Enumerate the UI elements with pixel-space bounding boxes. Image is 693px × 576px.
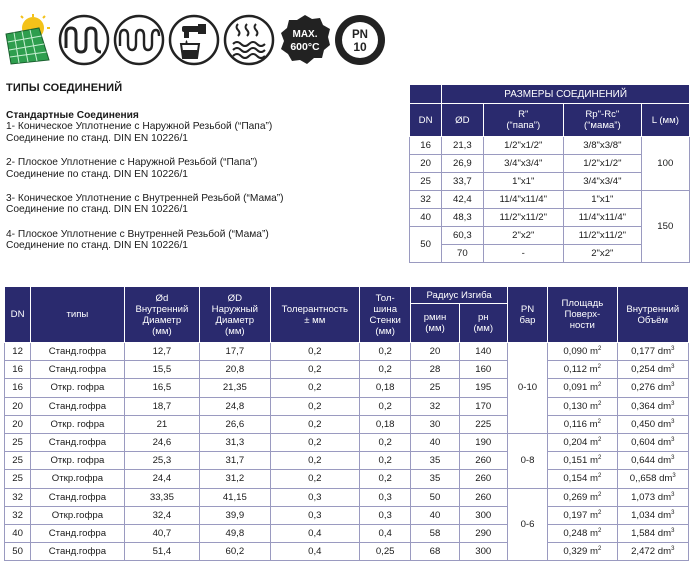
connection-type: 3- Коническое Уплотнение с Внутренней Резьбой (“Мама”) (6, 193, 284, 205)
col-r: R" (“папа”) (483, 104, 564, 137)
table-row: 32 Откр.гофра 32,4 39,9 0,3 0,3 40 300 0,197 $m^2$ 1,034 $dm^3$ (5, 506, 689, 524)
sizes-table-title: РАЗМЕРЫ СОЕДИНЕНИЙ (442, 85, 690, 104)
solar-panel-icon (3, 14, 55, 66)
col-inner-diameter: Ød Внутренний Диаметр (мм) (124, 287, 199, 343)
pn-group: 0-8 (507, 433, 547, 488)
col-dn: DN (410, 104, 442, 137)
corrugated-hose-icon (113, 14, 165, 66)
col-surface-area: Площадь Поверх- ности (548, 287, 617, 343)
table-row: 70 - 2"x2" (410, 245, 690, 263)
corrugated-hose-icon (58, 14, 110, 66)
pn-rating-badge (334, 14, 386, 66)
steam-heat-icon (223, 14, 275, 66)
col-rp: Rp"-Rc" (“мама”) (564, 104, 642, 137)
svg-text:600°C: 600°C (290, 41, 320, 53)
col-dn: DN (5, 287, 31, 343)
connection-standard: Соединение по станд. DIN EN 10226/1 (6, 132, 188, 144)
table-row: 16 21,3 1/2"x1/2" 3/8"x3/8" 100 (410, 137, 690, 155)
svg-text:MAX.: MAX. (292, 29, 318, 40)
connections-heading: Стандартные Соединения (6, 110, 139, 121)
col-wall-thickness: Тол- шина Стенки (мм) (360, 287, 411, 343)
col-bend-radius: Радиус Изгиба (411, 287, 508, 304)
table-row: 40 Станд.гофра 40,7 49,8 0,4 0,4 58 290 0,248 $m^2$ 1,584 $dm^3$ (5, 524, 689, 542)
connection-type: 4- Плоское Уплотнение с Внутренней Резьбой (“Мама”) (6, 228, 269, 240)
connection-type: 1- Коническое Уплотнение с Наружной Резьбой (“Папа”) (6, 121, 273, 133)
col-outer-diameter: ØD Наружный Диаметр (мм) (200, 287, 270, 343)
table-row: 50 60,3 2"x2" 11/2"x11/2" (410, 227, 690, 245)
section-title: ТИПЫ СОЕДИНЕНИЙ (6, 82, 123, 94)
connection-sizes-table (409, 84, 690, 263)
length-value: 150 (641, 191, 689, 263)
table-row: 50 Станд.гофра 51,4 60,2 0,4 0,25 68 300 0,329 $m^2$ 2,472 $dm^3$ (5, 543, 689, 561)
col-tolerance: Толерантность ± мм (270, 287, 360, 343)
table-row: 20 Откр. гофра 21 26,6 0,2 0,18 30 225 0,116 $m^2$ 0,450 $dm^3$ (5, 415, 689, 433)
connection-types-list (6, 110, 284, 252)
pn-group: 0-10 (507, 343, 547, 434)
connection-standard: Соединение по станд. DIN EN 10226/1 (6, 240, 188, 252)
col-pn: PN бар (507, 287, 547, 343)
tap-water-icon (168, 14, 220, 66)
pn-group: 0-6 (507, 488, 547, 561)
table-row: 25 Откр. гофра 25,3 31,7 0,2 0,2 35 260 0,151 $m^2$ 0,644 $dm^3$ (5, 452, 689, 470)
max-temperature-badge (279, 14, 331, 66)
table-row: 25 Откр.гофра 24,4 31,2 0,2 0,2 35 260 0,154 $m^2$ 0,,658 $dm^3$ (5, 470, 689, 488)
col-l: L (мм) (641, 104, 689, 137)
svg-text:10: 10 (353, 40, 367, 54)
col-rn: рн (мм) (459, 304, 507, 343)
table-row: 16 Откр. гофра 16,5 21,35 0,2 0,18 25 195 0,091 $m^2$ 0,276 $dm^3$ (5, 379, 689, 397)
hose-specification-table (4, 286, 689, 561)
table-row: 25 33,7 1"x1" 3/4"x3/4" (410, 173, 690, 191)
table-row: 25 Станд.гофра 24,6 31,3 0,2 0,2 40 190 0-8 0,204 $m^2$ 0,604 $dm^3$ (5, 433, 689, 451)
table-row: 20 Станд.гофра 18,7 24,8 0,2 0,2 32 170 0,130 $m^2$ 0,364 $dm^3$ (5, 397, 689, 415)
svg-text:PN: PN (352, 29, 368, 41)
table-row: 40 48,3 11/2"x11/2" 11/4"x11/4" (410, 209, 690, 227)
connection-standard: Соединение по станд. DIN EN 10226/1 (6, 168, 188, 180)
col-type: типы (31, 287, 125, 343)
col-od: ØD (442, 104, 483, 137)
table-row: 32 42,4 11/4"x11/4" 1"x1" 150 (410, 191, 690, 209)
col-inner-volume: Внутренний Объём (617, 287, 688, 343)
table-row: 32 Станд.гофра 33,35 41,15 0,3 0,3 50 260 0-6 0,269 $m^2$ 1,073 $dm^3$ (5, 488, 689, 506)
length-value: 100 (641, 137, 689, 191)
table-row: 16 Станд.гофра 15,5 20,8 0,2 0,2 28 160 0,112 $m^2$ 0,254 $dm^3$ (5, 361, 689, 379)
connection-type: 2- Плоское Уплотнение с Наружной Резьбой (“Папа”) (6, 157, 258, 169)
connection-standard: Соединение по станд. DIN EN 10226/1 (6, 204, 188, 216)
table-row: 12 Станд.гофра 12,7 17,7 0,2 0,2 20 140 0-10 0,090 $m^2$ 0,177 $dm^3$ (5, 343, 689, 361)
table-row: 20 26,9 3/4"x3/4" 1/2"x1/2" (410, 155, 690, 173)
col-rmin: рмин (мм) (411, 304, 459, 343)
